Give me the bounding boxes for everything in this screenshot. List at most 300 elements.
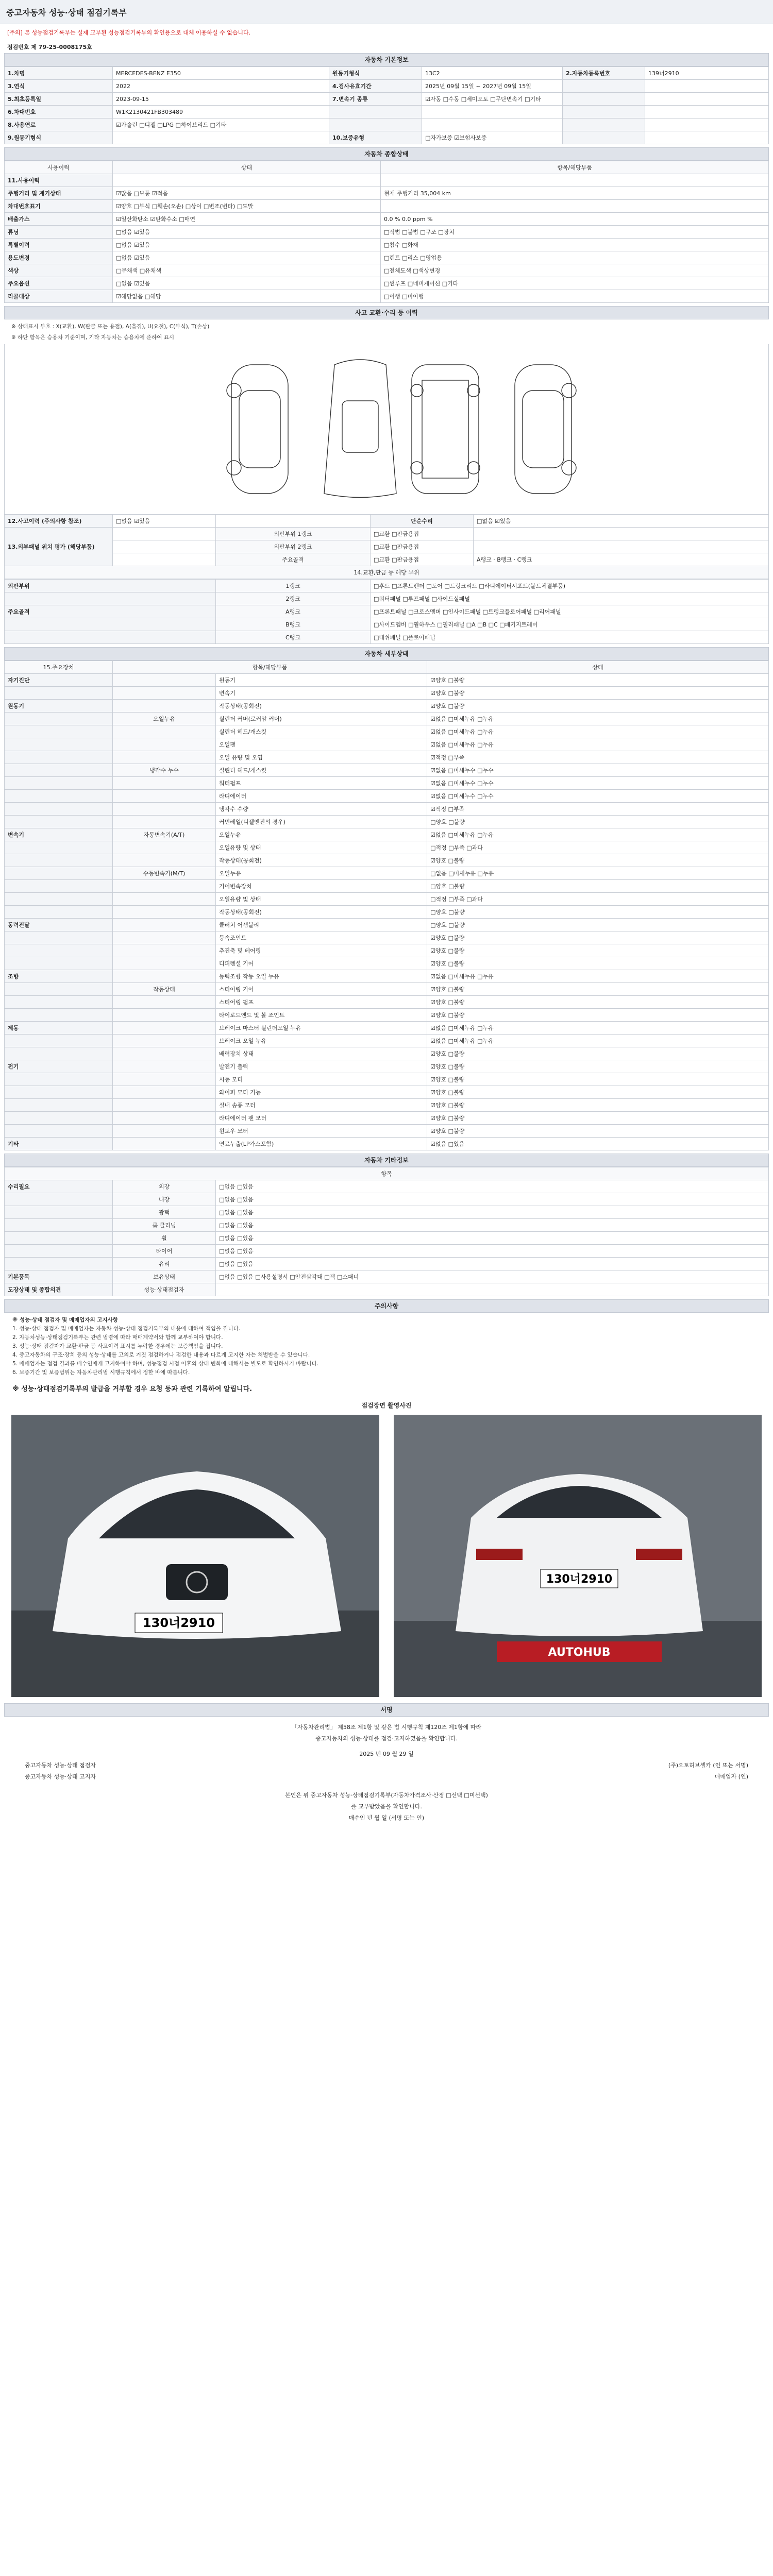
detail-group (5, 957, 113, 970)
detail-item: 작동상태(공회전) (216, 854, 427, 867)
detail-row (5, 957, 769, 970)
autohub-sign: AUTOHUB (548, 1646, 611, 1659)
detail-row (5, 674, 769, 687)
panel-group: 외판부위 (5, 580, 216, 592)
detail-item: 오일 유량 및 오염 (216, 751, 427, 764)
detail-item: 스티어링 기어 (216, 983, 427, 996)
detail-sub (113, 1073, 216, 1086)
other-item: 룸 클리닝 (113, 1219, 216, 1232)
detail-value: ☑없음 □미세누유 □누유 (427, 1022, 769, 1035)
detail-group (5, 867, 113, 880)
car-rear-image (394, 1415, 762, 1697)
photos-section (4, 1399, 769, 1700)
overall-state: ☑일산화탄소 ☑탄화수소 □매연 (113, 213, 381, 226)
detail-group (5, 996, 113, 1009)
detail-item: 실린더 커버(로커암 커버) (216, 713, 427, 725)
notes-title: 주의사항 (4, 1299, 769, 1313)
damage-table: 12.사고이력 (주의사항 참조) □없음 ☑있음 단순수리 □없음 ☑있음 13.외부패널 위치 평가 (해당부품) 외판부위 1랭크 □교환 □판금용접 외판부위 2랭크 □교환 □판금용접 주요골격 □교환 □판금용접 A랭크 · B랭크 · C랭크 14.교환,판금 등 해당 부위 (4, 514, 769, 579)
detail-value: ☑없음 □미세누유 □누유 (427, 1035, 769, 1047)
other-value: □없음 □있음 (216, 1258, 769, 1270)
detail-group (5, 854, 113, 867)
detail-group (5, 931, 113, 944)
basic-value (645, 131, 769, 144)
overall-extra (381, 200, 769, 213)
other-row (5, 1193, 769, 1206)
detail-sub (113, 893, 216, 906)
other-group (5, 1219, 113, 1232)
detail-row (5, 1022, 769, 1035)
detail-row (5, 919, 769, 931)
overall-state: □무채색 □유채색 (113, 264, 381, 277)
detail-item: 원동기 (216, 674, 427, 687)
notes-section (4, 1299, 769, 1396)
overall-header-3: 항목/해당부품 (381, 161, 769, 174)
detail-group (5, 906, 113, 919)
sign-row-2 (4, 1771, 769, 1783)
detail-row (5, 944, 769, 957)
detail-value: ☑양호 □불량 (427, 944, 769, 957)
detail-group: 제동 (5, 1022, 113, 1035)
other-item: 외장 (113, 1180, 216, 1193)
detail-item: 클러치 어셈블리 (216, 919, 427, 931)
detail-row (5, 1073, 769, 1086)
detail-value: □양호 □불량 (427, 816, 769, 828)
other-row (5, 1180, 769, 1193)
basic-key (329, 118, 422, 131)
basic-value: ☑가솔린 □디젤 □LPG □하이브리드 □기타 (113, 118, 329, 131)
detail-item: 추진축 및 베어링 (216, 944, 427, 957)
detail-value: ☑적정 □부족 (427, 803, 769, 816)
panel-row-2: 외판부위 2랭크 (216, 540, 371, 553)
detail-item: 배력장치 상태 (216, 1047, 427, 1060)
other-value: □없음 □있음 (216, 1193, 769, 1206)
note-item: 6. 보증기간 및 보증범위는 자동차관리법 시행규칙에서 정한 바에 따릅니다. (12, 1369, 190, 1376)
sign-line-4: 를 교부받았음을 확인합니다. (350, 1803, 422, 1810)
panel-group: 주요골격 (5, 605, 216, 618)
panel-row-1-value: □교환 □판금용접 (371, 528, 474, 540)
detail-header-3: 상태 (427, 661, 769, 674)
detail-item: 워터펌프 (216, 777, 427, 790)
note-item: 3. 성능·상태 점검자가 교환·판금 등 사고이력 표시를 누락한 경우에는 보증책임을 집니다. (12, 1343, 223, 1349)
detail-value: ☑없음 □미세누유 □누유 (427, 738, 769, 751)
detail-table (4, 660, 769, 1150)
detail-group (5, 751, 113, 764)
detail-value: ☑적정 □부족 (427, 751, 769, 764)
detail-value: □적정 □부족 □과다 (427, 841, 769, 854)
detail-item: 오일유량 및 상태 (216, 841, 427, 854)
damage-section (4, 306, 769, 644)
detail-item: 연료누출(LP가스포함) (216, 1138, 427, 1150)
panel-row-1: 외판부위 1랭크 (216, 528, 371, 540)
note-item: 5. 매매업자는 점검 결과를 매수인에게 고지하여야 하며, 성능점검 시점 이후의 상태 변화에 대해서는 별도로 확인하시기 바랍니다. (12, 1361, 319, 1367)
overall-row (5, 226, 769, 239)
detail-sub (113, 919, 216, 931)
detail-item: 커먼레일(디젤엔진의 경우) (216, 816, 427, 828)
basic-row (5, 118, 769, 131)
basic-value: 139너2910 (645, 67, 769, 80)
car-outline-icon (5, 344, 768, 514)
overall-label: 색상 (5, 264, 113, 277)
front-plate: 130너2910 (142, 1616, 215, 1630)
overall-label: 용도변경 (5, 251, 113, 264)
notifier-label: 중고자동차 성능·상태 고지자 (25, 1773, 96, 1780)
overall-row (5, 251, 769, 264)
panel-parts: □후드 □프론트펜더 □도어 □트렁크리드 □라디에이터서포트(볼트체결부품) (371, 580, 769, 592)
overall-label: 배출가스 (5, 213, 113, 226)
detail-value: ☑없음 □미세누수 □누수 (427, 777, 769, 790)
detail-row (5, 1047, 769, 1060)
panel-rank: 1랭크 (216, 580, 371, 592)
overall-state: ☑많음 □보통 ☑적음 (113, 187, 381, 200)
inspector-label: 중고자동차 성능·상태 점검자 (25, 1762, 96, 1769)
overall-state: □없음 ☑있음 (113, 251, 381, 264)
basic-value (645, 106, 769, 118)
detail-sub (113, 738, 216, 751)
other-value: □없음 □있음 (216, 1219, 769, 1232)
overall-label: 주요옵션 (5, 277, 113, 290)
detail-row (5, 854, 769, 867)
detail-sub: 작동상태 (113, 983, 216, 996)
detail-sub: 자동변속기(A/T) (113, 828, 216, 841)
detail-group: 전기 (5, 1060, 113, 1073)
overall-title: 자동차 종합상태 (4, 147, 769, 161)
accident-history-value: □없음 ☑있음 (113, 515, 216, 528)
detail-sub (113, 944, 216, 957)
overall-extra: 현재 주행거리 35,004 km (381, 187, 769, 200)
basic-value: ☑자동 □수동 □세미오토 □무단변속기 □기타 (422, 93, 563, 106)
detail-sub (113, 1060, 216, 1073)
detail-item: 실내 송풍 모터 (216, 1099, 427, 1112)
panel-row-3-value: □교환 □판금용접 (371, 553, 474, 566)
overall-row (5, 213, 769, 226)
other-group (5, 1206, 113, 1219)
basic-info-title: 자동차 기본정보 (4, 53, 769, 66)
overall-state: □없음 ☑있음 (113, 226, 381, 239)
basic-key (563, 93, 645, 106)
other-value: □없음 □있음 (216, 1232, 769, 1245)
front-photo (11, 1415, 379, 1697)
detail-value: ☑없음 □미세누유 □누유 (427, 725, 769, 738)
basic-info-table (4, 66, 769, 144)
detail-item: 스티어링 펌프 (216, 996, 427, 1009)
other-row (5, 1232, 769, 1245)
basic-key: 원동기형식 (329, 67, 422, 80)
detail-sub (113, 970, 216, 983)
basic-key: 9.원동기형식 (5, 131, 113, 144)
damage-title: 사고 교환·수리 등 이력 (4, 306, 769, 319)
simple-repair-value: □없음 ☑있음 (474, 515, 769, 528)
overall-row (5, 277, 769, 290)
detail-row (5, 906, 769, 919)
detail-item: 디퍼렌셜 기어 (216, 957, 427, 970)
other-value: □없음 □있음 (216, 1180, 769, 1193)
detail-row (5, 893, 769, 906)
other-group (5, 1232, 113, 1245)
overall-row (5, 200, 769, 213)
detail-value: □양호 □불량 (427, 919, 769, 931)
detail-sub (113, 1035, 216, 1047)
detail-value: □없음 □미세누유 □누유 (427, 867, 769, 880)
overall-row (5, 239, 769, 251)
detail-sub (113, 931, 216, 944)
basic-key (563, 106, 645, 118)
detail-sub (113, 816, 216, 828)
detail-item: 라디에이터 팬 모터 (216, 1112, 427, 1125)
panel-rank: C랭크 (216, 631, 371, 644)
detail-item: 윈도우 모터 (216, 1125, 427, 1138)
detail-sub (113, 880, 216, 893)
detail-value: ☑양호 □불량 (427, 983, 769, 996)
detail-sub (113, 777, 216, 790)
detail-row (5, 1138, 769, 1150)
panel-parts-table (4, 579, 769, 644)
detail-item: 와이퍼 모터 기능 (216, 1086, 427, 1099)
detail-group (5, 983, 113, 996)
sign-section (4, 1703, 769, 1824)
detail-sub (113, 841, 216, 854)
detail-row (5, 996, 769, 1009)
other-item: 성능·상태점검자 (113, 1283, 216, 1296)
detail-row (5, 803, 769, 816)
detail-value: ☑없음 □미세누유 □누유 (427, 713, 769, 725)
other-value: □없음 □있음 (216, 1245, 769, 1258)
other-value (216, 1283, 769, 1296)
overall-label: 차대번호표기 (5, 200, 113, 213)
detail-item: 오일누유 (216, 828, 427, 841)
detail-value: ☑없음 □미세누수 □누수 (427, 790, 769, 803)
overall-extra: □전체도색 □색상변경 (381, 264, 769, 277)
overall-header-1: 사용이력 (5, 161, 113, 174)
detail-sub (113, 1099, 216, 1112)
basic-value: 2025년 09월 15일 ~ 2027년 09월 15일 (422, 80, 563, 93)
other-group (5, 1245, 113, 1258)
basic-value: 2023-09-15 (113, 93, 329, 106)
basic-value: 13C2 (422, 67, 563, 80)
other-item: 광택 (113, 1206, 216, 1219)
detail-group: 원동기 (5, 700, 113, 713)
basic-row (5, 131, 769, 144)
panel-sub-title: 14.교환,판금 등 해당 부위 (5, 566, 769, 579)
other-row (5, 1219, 769, 1232)
detail-row (5, 1060, 769, 1073)
panel-part-row (5, 580, 769, 592)
detail-group: 자기진단 (5, 674, 113, 687)
rank-b: B랭크 (497, 556, 512, 563)
rank-a: A랭크 (477, 556, 492, 563)
detail-sub (113, 790, 216, 803)
overall-extra (381, 174, 769, 187)
panel-group (5, 631, 216, 644)
other-item: 타이어 (113, 1245, 216, 1258)
basic-key (563, 80, 645, 93)
overall-label: 특별이력 (5, 239, 113, 251)
basic-row (5, 67, 769, 80)
detail-group (5, 1099, 113, 1112)
detail-value: ☑없음 □미세누유 □누유 (427, 828, 769, 841)
other-row (5, 1245, 769, 1258)
detail-sub (113, 700, 216, 713)
overall-state: □없음 ☑있음 (113, 277, 381, 290)
detail-row (5, 931, 769, 944)
detail-group (5, 880, 113, 893)
detail-sub (113, 674, 216, 687)
basic-value (645, 93, 769, 106)
overall-extra: 0.0 % 0.0 ppm % (381, 213, 769, 226)
notes-head: ※ 성능·상태 점검자 및 매매업자의 고지사항 (12, 1317, 118, 1323)
detail-sub (113, 687, 216, 700)
detail-row (5, 777, 769, 790)
detail-row (5, 713, 769, 725)
basic-row (5, 80, 769, 93)
detail-item: 오일유량 및 상태 (216, 893, 427, 906)
basic-key: 1.차명 (5, 67, 113, 80)
detail-item: 라디에이터 (216, 790, 427, 803)
detail-item: 브레이크 마스터 실린더오일 누유 (216, 1022, 427, 1035)
detail-group (5, 816, 113, 828)
detail-sub (113, 1138, 216, 1150)
detail-value: ☑없음 □미세누수 □누수 (427, 764, 769, 777)
other-col-header: 항목 (5, 1167, 769, 1180)
detail-item: 변속기 (216, 687, 427, 700)
detail-value: ☑양호 □불량 (427, 700, 769, 713)
car-front-image (11, 1415, 379, 1697)
damage-legend-2: ※ 하단 항목은 승용차 기준이며, 기타 자동차는 승용차에 준하여 표시 (11, 334, 175, 341)
inspector-value: (주)오토허브셀카 (인 또는 서명) (668, 1762, 748, 1769)
detail-item: 발전기 출력 (216, 1060, 427, 1073)
detail-row (5, 1099, 769, 1112)
basic-value: □자가보증 ☑보험사보증 (422, 131, 563, 144)
detail-row (5, 880, 769, 893)
sign-line-2: 중고자동차의 성능·상태를 점검·고지하였음을 확인합니다. (315, 1735, 458, 1742)
simple-repair-label: 단순수리 (371, 515, 474, 528)
detail-value: ☑없음 □미세누유 □누유 (427, 970, 769, 983)
other-title: 자동차 기타정보 (4, 1154, 769, 1167)
sign-date: 2025 년 09 월 29 일 (359, 1751, 414, 1757)
photos-title: 점검장면 촬영사진 (4, 1399, 769, 1412)
overall-state: ☑해당없음 □해당 (113, 290, 381, 303)
other-row (5, 1206, 769, 1219)
overall-state (113, 174, 381, 187)
panel-part-row (5, 631, 769, 644)
basic-key: 5.최초등록일 (5, 93, 113, 106)
detail-item: 등속조인트 (216, 931, 427, 944)
basic-value (113, 131, 329, 144)
overall-extra: □이행 □미이행 (381, 290, 769, 303)
detail-row (5, 687, 769, 700)
panel-row-2-value: □교환 □판금용접 (371, 540, 474, 553)
basic-value (645, 80, 769, 93)
rank-c: C랭크 (517, 556, 532, 563)
detail-value: ☑양호 □불량 (427, 1009, 769, 1022)
detail-value: □적정 □부족 □과다 (427, 893, 769, 906)
overall-label: 주행거리 및 계기상태 (5, 187, 113, 200)
detail-sub (113, 803, 216, 816)
detail-group (5, 1125, 113, 1138)
detail-item: 기어변속장치 (216, 880, 427, 893)
basic-value (422, 118, 563, 131)
detail-value: ☑없음 □있음 (427, 1138, 769, 1150)
detail-row (5, 1009, 769, 1022)
detail-item: 오일팬 (216, 738, 427, 751)
detail-group: 동력전달 (5, 919, 113, 931)
panel-part-row (5, 605, 769, 618)
detail-title: 자동차 세부상태 (4, 647, 769, 660)
other-group: 수리필요 (5, 1180, 113, 1193)
detail-row (5, 738, 769, 751)
detail-item: 실린더 헤드/개스킷 (216, 725, 427, 738)
notes-list (4, 1313, 769, 1380)
notifier-value: 매매업자 (인) (714, 1773, 748, 1780)
overall-label: 11.사용이력 (5, 174, 113, 187)
detail-value: ☑양호 □불량 (427, 854, 769, 867)
other-row (5, 1258, 769, 1270)
detail-group (5, 738, 113, 751)
detail-row (5, 816, 769, 828)
detail-group: 조향 (5, 970, 113, 983)
detail-sub (113, 1022, 216, 1035)
basic-value (422, 106, 563, 118)
sign-line-3: 본인은 위 중고자동차 성능·상태점검기록부(자동차가격조사·산정 □선택 □미선택) (285, 1792, 488, 1799)
note-item: 2. 자동차성능·상태점검기록부는 관련 법령에 따라 매매계약서와 함께 교부하여야 합니다. (12, 1334, 223, 1341)
detail-row (5, 1125, 769, 1138)
basic-key: 10.보증유형 (329, 131, 422, 144)
detail-sub (113, 751, 216, 764)
overall-extra: □렌트 □리스 □영업용 (381, 251, 769, 264)
detail-item: 동력조향 작동 오일 누유 (216, 970, 427, 983)
detail-row (5, 764, 769, 777)
panel-rank: 2랭크 (216, 592, 371, 605)
detail-item: 작동상태(공회전) (216, 906, 427, 919)
detail-value: ☑양호 □불량 (427, 1125, 769, 1138)
detail-sub (113, 906, 216, 919)
detail-sub (113, 957, 216, 970)
detail-header-1: 15.주요장치 (5, 661, 113, 674)
panel-rank: B랭크 (216, 618, 371, 631)
detail-row (5, 828, 769, 841)
other-value: □없음 □있음 (216, 1206, 769, 1219)
detail-value: ☑양호 □불량 (427, 1073, 769, 1086)
top-bar (0, 0, 773, 24)
detail-value: □양호 □불량 (427, 880, 769, 893)
rear-photo (394, 1415, 762, 1697)
detail-item: 브레이크 오일 누유 (216, 1035, 427, 1047)
overall-label: 튜닝 (5, 226, 113, 239)
panel-rank: A랭크 (216, 605, 371, 618)
notes-bottom-warning: ※ 성능·상태점검기록부의 발급을 거부할 경우 요청 등과 관련 기록하여 알립니다. (12, 1385, 253, 1393)
detail-value: ☑양호 □불량 (427, 1099, 769, 1112)
detail-row (5, 725, 769, 738)
detail-value: ☑양호 □불량 (427, 931, 769, 944)
panel-row-3: 주요골격 (216, 553, 371, 566)
detail-group (5, 944, 113, 957)
detail-value: □양호 □불량 (427, 906, 769, 919)
detail-value: ☑양호 □불량 (427, 957, 769, 970)
basic-key (329, 106, 422, 118)
panel-group (5, 592, 216, 605)
detail-group (5, 1086, 113, 1099)
detail-group (5, 790, 113, 803)
other-section (4, 1154, 769, 1296)
basic-value: 2022 (113, 80, 329, 93)
detail-group (5, 1073, 113, 1086)
detail-row (5, 983, 769, 996)
panel-parts: □프론트패널 □크로스멤버 □인사이드패널 □트렁크플로어패널 □리어패널 (371, 605, 769, 618)
detail-group (5, 764, 113, 777)
panel-part-row (5, 592, 769, 605)
basic-key: 8.사용연료 (5, 118, 113, 131)
other-item: 내장 (113, 1193, 216, 1206)
detail-group: 기타 (5, 1138, 113, 1150)
